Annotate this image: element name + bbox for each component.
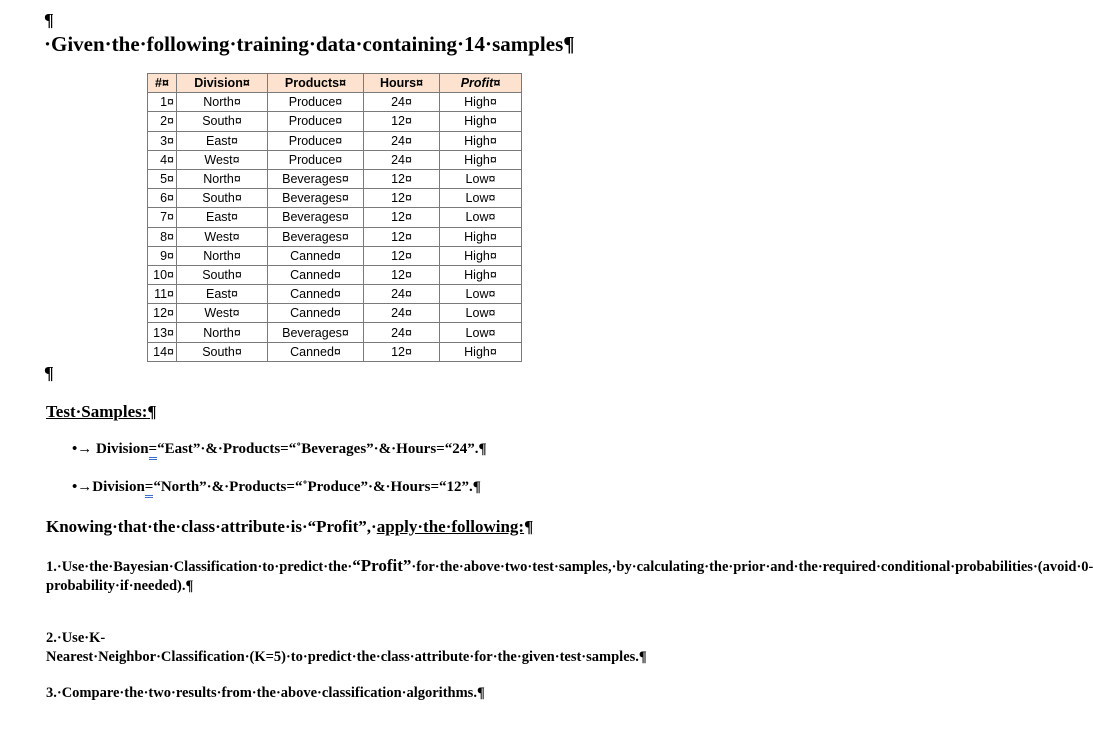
cell-profit: Low¤ — [440, 304, 522, 323]
table-row — [148, 131, 522, 150]
cell-division: East¤ — [177, 208, 268, 227]
document-title — [44, 32, 575, 57]
cell-profit: Low¤ — [440, 208, 522, 227]
title-paragraph-mark: ¶ — [563, 32, 575, 56]
cell-hours: 24¤ — [364, 150, 440, 169]
cell-division: West¤ — [177, 150, 268, 169]
table-row — [148, 342, 522, 361]
cell-division: West¤ — [177, 304, 268, 323]
header-division: Division¤ — [177, 74, 268, 93]
cell-division: North¤ — [177, 323, 268, 342]
cell-products: Canned¤ — [268, 285, 364, 304]
cell-profit: High¤ — [440, 131, 522, 150]
table-row — [148, 150, 522, 169]
cell-division: South¤ — [177, 265, 268, 284]
cell-hours: 24¤ — [364, 323, 440, 342]
cell-profit: High¤ — [440, 112, 522, 131]
grammar-underline-2: = — [145, 479, 154, 498]
title-text: ·Given·the·following·training·data·containing·14·samples — [44, 32, 564, 56]
cell-hours: 12¤ — [364, 227, 440, 246]
cell-division: South¤ — [177, 189, 268, 208]
cell-products: Canned¤ — [268, 304, 364, 323]
cell-index: 1¤ — [148, 93, 177, 112]
grammar-underline-1: = — [149, 441, 158, 460]
cell-hours: 12¤ — [364, 265, 440, 284]
cell-profit: High¤ — [440, 150, 522, 169]
instructions-heading: Knowing·that·the·class·attribute·is·“Profit”,·apply·the·following:¶ — [46, 517, 534, 536]
cell-index: 13¤ — [148, 323, 177, 342]
cell-products: Produce¤ — [268, 112, 364, 131]
question-1: 1.·Use·the·Bayesian·Classification·to·predict·the·“Profit”·for·the·above·two·test·samples,·by·calculating·the·prior·and·the·required·conditional·probabilities·(avoid·0-probability·if·needed).¶ — [46, 556, 1093, 594]
test-sample-1: •→ Division=“East”·&·Products=“˚Beverages”·&·Hours=“24”.¶ — [72, 441, 487, 458]
table-row — [148, 246, 522, 265]
cell-products: Beverages¤ — [268, 189, 364, 208]
cell-products: Beverages¤ — [268, 169, 364, 188]
cell-products: Beverages¤ — [268, 208, 364, 227]
table-row — [148, 208, 522, 227]
cell-products: Canned¤ — [268, 265, 364, 284]
cell-products: Canned¤ — [268, 246, 364, 265]
table-row — [148, 227, 522, 246]
cell-profit: High¤ — [440, 246, 522, 265]
cell-division: North¤ — [177, 246, 268, 265]
cell-division: South¤ — [177, 112, 268, 131]
test-sample-2: •→Division=“North”·&·Products=“˚Produce”·&·Hours=“12”.¶ — [72, 479, 481, 496]
table-row — [148, 304, 522, 323]
training-data-table — [147, 73, 522, 362]
cell-hours: 12¤ — [364, 342, 440, 361]
table-row — [148, 93, 522, 112]
cell-index: 14¤ — [148, 342, 177, 361]
table-row — [148, 112, 522, 131]
question-2: 2.·Use·K-Nearest·Neighbor·Classification·(K=5)·to·predict·the·class·attribute·for·the·given·test·samples.¶ — [46, 630, 647, 665]
cell-hours: 24¤ — [364, 304, 440, 323]
table-row — [148, 323, 522, 342]
cell-profit: Low¤ — [440, 323, 522, 342]
cell-profit: High¤ — [440, 93, 522, 112]
cell-hours: 12¤ — [364, 112, 440, 131]
cell-hours: 12¤ — [364, 189, 440, 208]
cell-hours: 24¤ — [364, 93, 440, 112]
top-paragraph-mark: ¶ — [44, 10, 54, 30]
cell-division: South¤ — [177, 342, 268, 361]
cell-division: North¤ — [177, 169, 268, 188]
cell-index: 4¤ — [148, 150, 177, 169]
cell-profit: High¤ — [440, 227, 522, 246]
table-row — [148, 265, 522, 284]
header-index: #¤ — [148, 74, 177, 93]
cell-index: 12¤ — [148, 304, 177, 323]
cell-profit: High¤ — [440, 265, 522, 284]
header-products: Products¤ — [268, 74, 364, 93]
header-profit: Profit¤ — [440, 74, 522, 93]
cell-division: East¤ — [177, 285, 268, 304]
cell-index: 10¤ — [148, 265, 177, 284]
cell-division: East¤ — [177, 131, 268, 150]
cell-index: 7¤ — [148, 208, 177, 227]
cell-products: Beverages¤ — [268, 227, 364, 246]
apply-following: apply·the·following: — [376, 517, 525, 536]
cell-division: North¤ — [177, 93, 268, 112]
cell-hours: 24¤ — [364, 285, 440, 304]
table-row — [148, 285, 522, 304]
cell-hours: 12¤ — [364, 246, 440, 265]
cell-products: Beverages¤ — [268, 323, 364, 342]
cell-hours: 12¤ — [364, 208, 440, 227]
cell-products: Produce¤ — [268, 150, 364, 169]
test-samples-heading: Test·Samples:¶ — [46, 402, 157, 421]
cell-hours: 12¤ — [364, 169, 440, 188]
cell-products: Produce¤ — [268, 93, 364, 112]
cell-profit: Low¤ — [440, 169, 522, 188]
table-row — [148, 169, 522, 188]
question-3: 3.·Compare·the·two·results·from·the·above·classification·algorithms.¶ — [46, 685, 485, 701]
cell-index: 8¤ — [148, 227, 177, 246]
cell-profit: Low¤ — [440, 285, 522, 304]
cell-products: Canned¤ — [268, 342, 364, 361]
cell-hours: 24¤ — [364, 131, 440, 150]
table-body — [148, 93, 522, 362]
empty-paragraph-mark: ¶ — [44, 363, 54, 383]
cell-division: West¤ — [177, 227, 268, 246]
cell-index: 2¤ — [148, 112, 177, 131]
cell-profit: High¤ — [440, 342, 522, 361]
cell-index: 11¤ — [148, 285, 177, 304]
cell-index: 3¤ — [148, 131, 177, 150]
cell-profit: Low¤ — [440, 189, 522, 208]
table-row — [148, 189, 522, 208]
cell-index: 5¤ — [148, 169, 177, 188]
cell-products: Produce¤ — [268, 131, 364, 150]
table-header-row — [148, 74, 522, 93]
cell-index: 6¤ — [148, 189, 177, 208]
header-hours: Hours¤ — [364, 74, 440, 93]
cell-index: 9¤ — [148, 246, 177, 265]
